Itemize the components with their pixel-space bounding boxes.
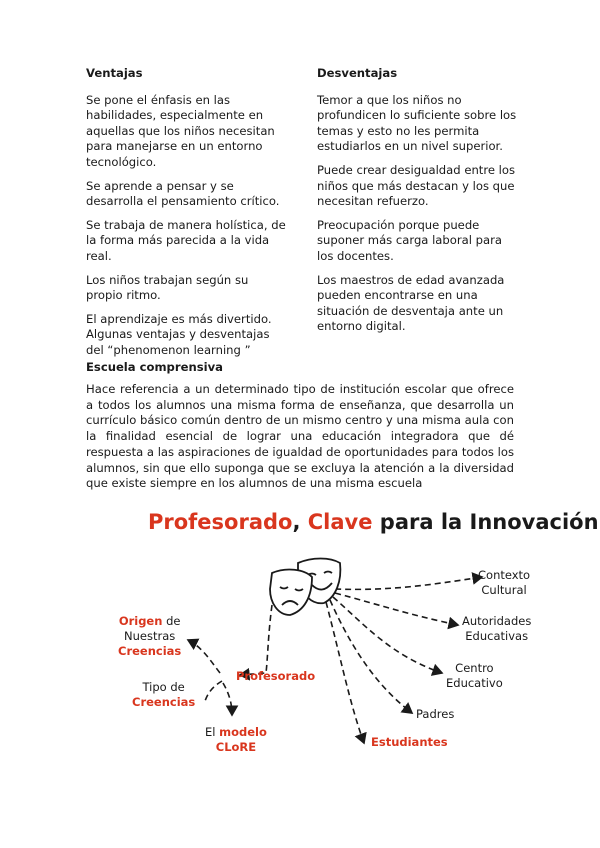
ventajas-heading: Ventajas: [86, 66, 143, 80]
padres-text: Padres: [416, 707, 455, 721]
ventajas-column: [86, 66, 286, 367]
contexto-line1: Contexto: [478, 568, 531, 582]
desventajas-item: Temor a que los niños no profundicen lo suficiente sobre los temas y esto no les permita estudiarlos en un nivel superior.: [317, 92, 517, 154]
ventajas-item: Se pone el énfasis en las habilidades, especialmente en aquellas que los niños necesitan para manejarse en un entorno tecnológico.: [86, 92, 275, 169]
label-centro-educativo: [446, 661, 503, 691]
ventajas-item: Se aprende a pensar y se desarrolla el pensamiento crítico.: [86, 178, 280, 209]
centro-line2: Educativo: [446, 676, 503, 690]
desventajas-item: Puede crear desigualdad entre los niños que más destacan y los que necesitan refuerzo.: [317, 162, 516, 209]
label-padres: [416, 707, 454, 722]
origen-line3: Creencias: [118, 644, 182, 658]
label-modelo-clore: [205, 725, 267, 755]
contexto-line2: Cultural: [481, 583, 527, 597]
theater-masks-icon: [270, 559, 340, 616]
profesorado-text: Profesorado: [236, 669, 316, 683]
label-origen-creencias: [118, 614, 181, 659]
autoridades-line1: Autoridades: [462, 614, 532, 628]
label-autoridades-educativas: [462, 614, 531, 644]
label-tipo-creencias: [132, 680, 195, 710]
label-profesorado: [236, 669, 315, 684]
origen-de: de: [162, 614, 181, 628]
escuela-title: Escuela comprensiva: [86, 360, 223, 374]
desventajas-heading: Desventajas: [317, 66, 398, 80]
ventajas-item: El aprendizaje es más divertido. Algunas ventajas y desventajas del “phenomenon learning ”: [86, 311, 272, 357]
modelo-line2: CLoRE: [215, 740, 257, 754]
modelo-line1: [205, 725, 267, 740]
ventajas-item: Los niños trabajan según su propio ritmo.: [86, 272, 249, 303]
label-contexto-cultural: [478, 568, 530, 598]
title-profesorado: Profesorado: [148, 510, 293, 534]
tipo-line1: Tipo de: [142, 680, 185, 694]
desventajas-item: Preocupación porque puede suponer más carga laboral para los docentes.: [317, 217, 502, 263]
origen-line2: Nuestras: [124, 629, 176, 643]
escuela-body: Hace referencia a un determinado tipo de institución escolar que ofrece a todos los alumnos una misma forma de enseñanza, que desarrolla un currículo básico común dentro de un mismo centro y una misma aula con la finalidad esencial de lograr una educación integradora que dé respuesta a las aspiraciones de igualdad de oportunidades para todos los alumnos, sin que ello suponga que se excluya la atención a la diversidad que existe siempre en los alumnos de una misma escuela: [86, 382, 515, 491]
centro-line1: Centro: [455, 661, 494, 675]
origen-word: Origen: [118, 614, 163, 628]
label-estudiantes: [371, 735, 448, 750]
ventajas-item: Se trabaja de manera holística, de la forma más parecida a la vida real.: [86, 217, 286, 263]
title-rest: para la Innovación: [372, 510, 599, 534]
modelo-word: modelo: [219, 725, 267, 739]
desventajas-item: Los maestros de edad avanzada pueden encontrarse en una situación de desventaja ante un entorno digital.: [317, 272, 505, 334]
estudiantes-text: Estudiantes: [371, 735, 448, 749]
title-clave: Clave: [307, 510, 373, 534]
origen-line1: [118, 614, 181, 629]
title-separator: ,: [292, 510, 308, 534]
tipo-line2: Creencias: [132, 695, 196, 709]
modelo-el: El: [205, 725, 220, 739]
desventajas-column: [317, 66, 517, 343]
autoridades-line2: Educativas: [465, 629, 529, 643]
